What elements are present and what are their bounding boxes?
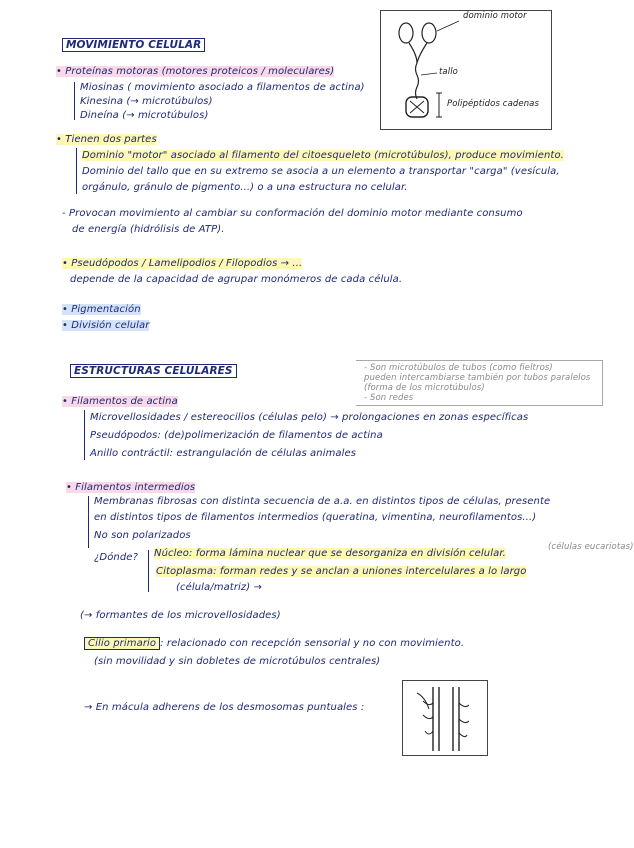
bracket-donde [148, 550, 149, 592]
dominio-motor-text: Dominio "motor" asociado al filamento del citoesqueleto (microtúbulos), produce movimiento. [82, 150, 564, 161]
cilio-label: Cilio primario [84, 637, 160, 650]
pigmentacion-text: • Pigmentación [62, 304, 141, 315]
pseudopodos-heading [62, 258, 302, 270]
pigmentacion-item [62, 304, 141, 316]
side-note: (células eucariotas) [548, 542, 634, 552]
tienen-dos-partes [56, 134, 157, 146]
cilio-desc2: (sin movilidad y sin dobletes de microtúbulos centrales) [94, 656, 381, 667]
actina-item-3: Anillo contráctil: estrangulación de células animales [90, 448, 357, 459]
cilio-desc: : relacionado con recepción sensorial y no con movimiento. [160, 638, 465, 649]
donde-citoplasma [156, 566, 526, 578]
proteinas-motoras-heading [56, 66, 334, 78]
bracket-partes [76, 148, 77, 194]
desmosome-diagram [403, 681, 487, 755]
grey-note-line4: - Son redes [364, 393, 414, 403]
filamentos-intermedios-text: • Filamentos intermedios [66, 482, 196, 493]
label-polipeptidos: Polipéptidos cadenas [447, 99, 540, 109]
donde-nucleo-text: Núcleo: forma lámina nuclear que se desorganiza en división celular. [154, 548, 506, 559]
desmosome-figure [402, 680, 488, 756]
division-text: • División celular [62, 320, 150, 331]
item-miosinas: Miosinas ( movimiento asociado a filamentos de actina) [80, 82, 365, 93]
item-kinesina: Kinesina (→ microtúbulos) [80, 96, 213, 107]
grey-note-line1: - Son microtúbulos de tubos (como fieltros) [364, 363, 553, 373]
section-title-estructuras: ESTRUCTURAS CELULARES [70, 364, 237, 378]
provocan-line1: - Provocan movimiento al cambiar su conformación del dominio motor mediante consumo [62, 208, 523, 219]
actina-item-2: Pseudópodos: (de)polimerización de filamentos de actina [90, 430, 383, 441]
grey-note-line3: (forma de los microtúbulos) [364, 383, 485, 393]
dominio-motor-line [82, 150, 564, 162]
tienen-dos-partes-text: • Tienen dos partes [56, 134, 157, 145]
pseudopodos-text: • Pseudópodos / Lamelipodios / Filopodios → ... [62, 258, 303, 269]
donde-label: ¿Dónde? [94, 552, 138, 563]
actina-item-1: Microvellosidades / estereocilios (células pelo) → prolongaciones en zonas específicas [90, 412, 529, 423]
formantes-note: (→ formantes de los microvellosidades) [80, 610, 281, 621]
item-dineina: Dineína (→ microtúbulos) [80, 110, 209, 121]
section-title-movimiento: MOVIMIENTO CELULAR [62, 38, 205, 52]
label-dominio-motor: dominio motor [463, 11, 527, 21]
pseudopodos-desc: depende de la capacidad de agrupar monómeros de cada célula. [70, 274, 403, 285]
dominio-tallo-line1: Dominio del tallo que en su extremo se asocia a un elemento a transportar "carga" (vesícula, [82, 166, 560, 177]
grey-note-box [356, 360, 603, 406]
donde-nucleo [154, 548, 506, 560]
intermedios-item-2: en distintos tipos de filamentos intermedios (queratina, vimentina, neurofilamentos...) [94, 512, 537, 523]
filamentos-actina-text: • Filamentos de actina [62, 396, 178, 407]
bracket-intermedios [88, 496, 89, 548]
macula-line: → En mácula adherens de los desmosomas puntuales : [84, 702, 365, 713]
provocan-line2: de energía (hidrólisis de ATP). [72, 224, 225, 235]
bracket-actina [84, 410, 85, 460]
intermedios-item-1: Membranas fibrosas con distinta secuencia de a.a. en distintos tipos de células, presente [94, 496, 551, 507]
filamentos-actina-heading [62, 396, 178, 408]
filamentos-intermedios-heading [66, 482, 195, 494]
donde-citoplasma-text: Citoplasma: forman redes y se anclan a uniones intercelulares a lo largo [156, 566, 527, 577]
motor-protein-diagram [381, 11, 551, 129]
dominio-tallo-line2: orgánulo, gránulo de pigmento...) o a una estructura no celular. [82, 182, 408, 193]
bracket-proteinas [74, 82, 75, 120]
donde-celula: (célula/matriz) → [176, 582, 263, 593]
proteinas-motoras-text: • Proteínas motoras (motores proteicos / moleculares) [56, 66, 335, 77]
cilio-line [84, 638, 464, 650]
division-item [62, 320, 149, 332]
motor-protein-figure [380, 10, 552, 130]
grey-note-line2: pueden intercambiarse también por tubos paralelos [364, 373, 591, 383]
intermedios-item-3: No son polarizados [94, 530, 191, 541]
label-tallo: tallo [439, 67, 458, 77]
